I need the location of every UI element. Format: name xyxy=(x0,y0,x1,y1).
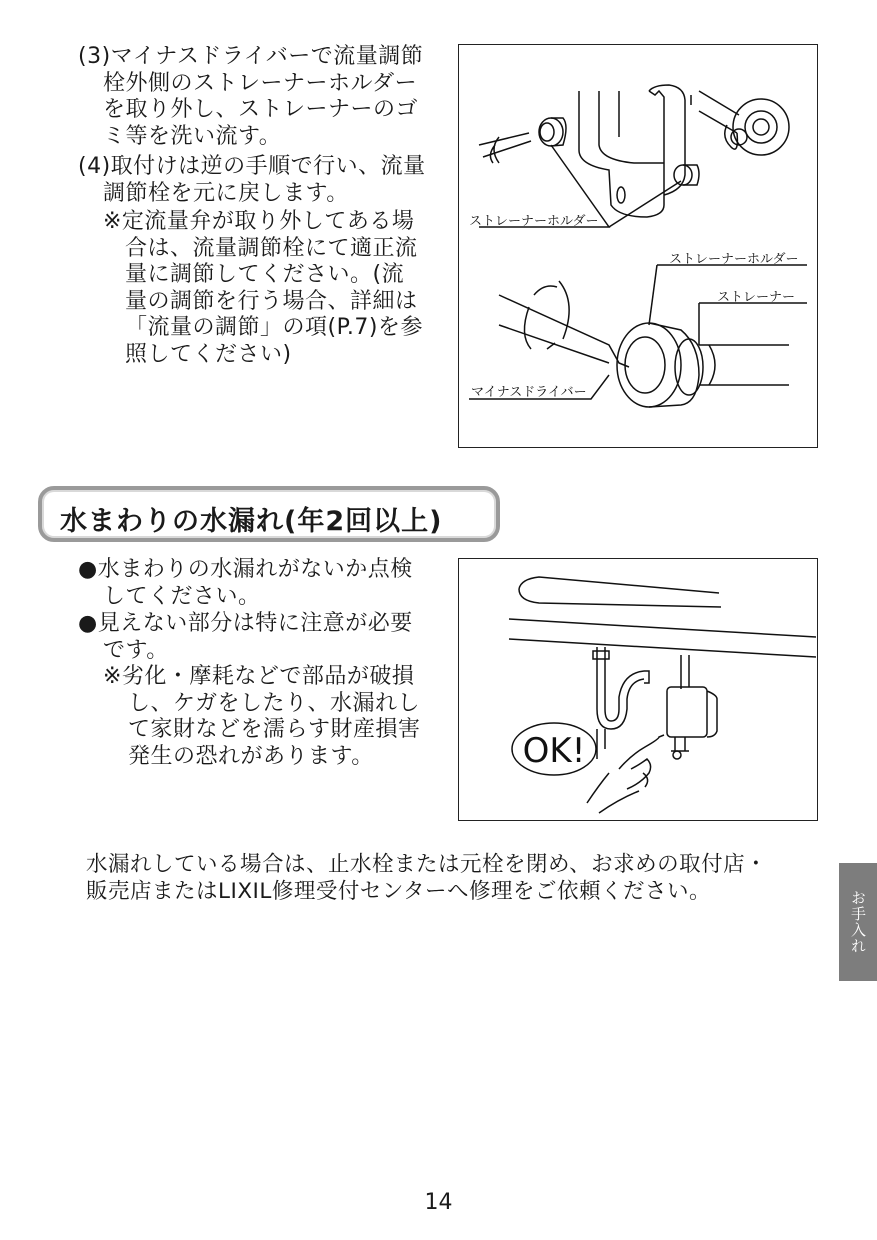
step-3-line: 栓外側のストレーナーホルダー xyxy=(103,70,418,96)
step-4-line: 調節栓を元に戻します。 xyxy=(103,180,349,206)
section-title-box xyxy=(38,486,500,542)
step-3-line: (3)マイナスドライバーで流量調節 xyxy=(78,44,424,69)
repair-note xyxy=(86,852,767,905)
bullet-note xyxy=(103,664,421,770)
note-line: 量に調節してください。(流 xyxy=(125,262,405,287)
step-4-line: (4)取付けは逆の手順で行い、流量 xyxy=(78,154,426,179)
side-tab-care[interactable]: お手入れ xyxy=(839,863,877,981)
label-holder-top: ストレーナーホルダー xyxy=(469,214,599,229)
note-line: 合は、流量調節栓にて適正流 xyxy=(125,235,418,261)
leak-check-figure xyxy=(458,558,818,821)
bullet-line: してください。 xyxy=(103,583,261,609)
note-line: 照してください) xyxy=(125,341,292,367)
strainer-illustration xyxy=(459,45,816,446)
page-number: 14 xyxy=(424,1190,453,1215)
bullet-2 xyxy=(78,611,413,664)
note-line: ※定流量弁が取り外してある場 xyxy=(103,209,415,234)
sink-illustration xyxy=(459,559,816,819)
bullet-1 xyxy=(78,557,413,610)
step-3-line: を取り外し、ストレーナーのゴ xyxy=(103,97,419,122)
bullet-line: です。 xyxy=(103,637,169,663)
note-line: 量の調節を行う場合、詳細は xyxy=(125,288,418,314)
step-4-note xyxy=(103,209,423,368)
section-title: 水まわりの水漏れ(年2回以上) xyxy=(60,506,443,537)
note-line: 「流量の調節」の項(P.7)を参 xyxy=(125,315,423,340)
bullet-line: ●水まわりの水漏れがないか点検 xyxy=(78,557,413,582)
bullet-note-line: 発生の恐れがあります。 xyxy=(128,743,374,769)
bullet-note-line: ※劣化・摩耗などで部品が破損 xyxy=(103,664,415,689)
label-strainer: ストレーナー xyxy=(717,290,796,305)
bullet-line: ●見えない部分は特に注意が必要 xyxy=(78,611,413,636)
ok-label: OK! xyxy=(522,731,586,771)
strainer-removal-figure xyxy=(458,44,818,448)
repair-note-line: 販売店またはLIXIL修理受付センターへ修理をご依頼ください。 xyxy=(86,878,712,904)
bullet-note-line: し、ケガをしたり、水漏れし xyxy=(128,690,421,716)
step-4 xyxy=(78,154,426,207)
label-driver: マイナスドライバー xyxy=(471,385,587,400)
step-3 xyxy=(78,44,423,150)
bullet-note-line: て家財などを濡らす財産損害 xyxy=(128,717,421,742)
repair-note-line: 水漏れしている場合は、止水栓または元栓を閉め、お求めの取付店・ xyxy=(86,852,768,877)
step-3-line: ミ等を洗い流す。 xyxy=(103,123,282,149)
label-holder: ストレーナーホルダー xyxy=(669,252,799,267)
